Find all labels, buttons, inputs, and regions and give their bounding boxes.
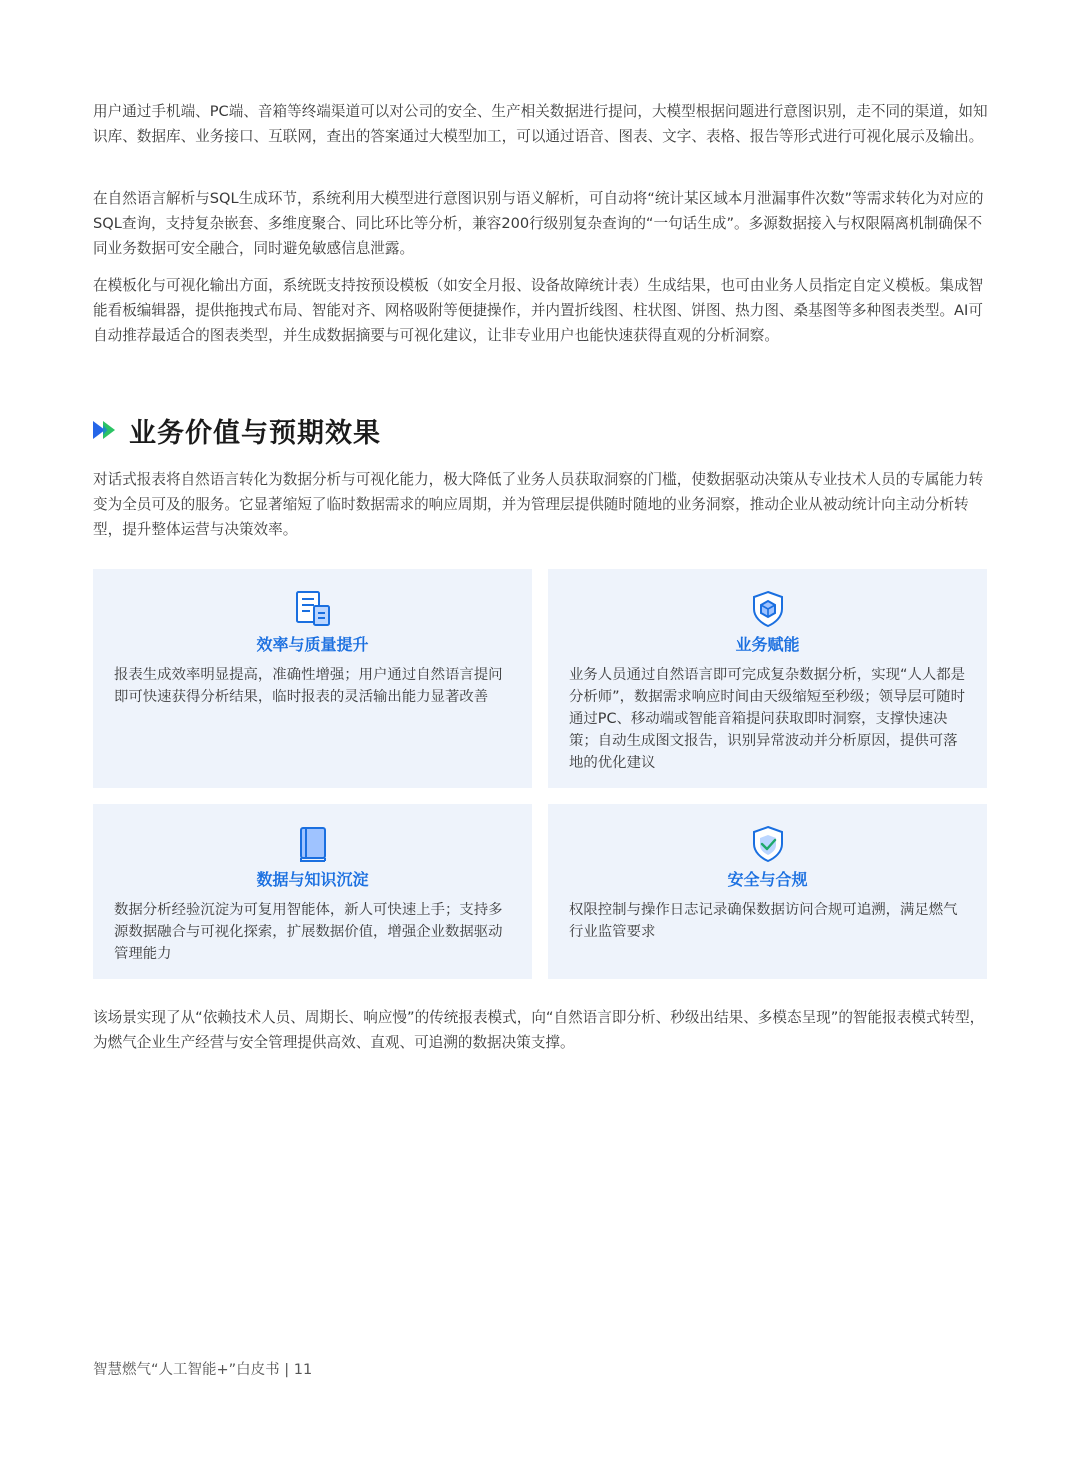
shield-check-icon: [747, 823, 789, 865]
value-card-security: [548, 804, 987, 979]
value-card-business: [548, 569, 987, 788]
card-title: 安全与合规: [727, 870, 808, 889]
value-card-knowledge: [93, 804, 532, 979]
card-text: 业务人员通过自然语言即可完成复杂数据分析，实现“人人都是分析师”，数据需求响应时间由天级缩短至秒级；领导层可随时通过PC、移动端或智能音箱提问获取即时洞察，支撑快速决策；自动生成图文报告，识别异常波动并分析原因，提供可落地的优化建议: [569, 667, 966, 771]
value-card-efficiency: [93, 569, 532, 788]
document-report-icon: [292, 588, 334, 630]
conclusion-paragraph: 该场景实现了从“依赖技术人员、周期长、响应慢”的传统报表模式，向“自然语言即分析、秒级出结果、多模态呈现”的智能报表模式转型，为燃气企业生产经营与安全管理提供高效、直观、可追溯的数据决策支撑。: [93, 1009, 985, 1051]
body-paragraph-1: 用户通过手机端、PC端、音箱等终端渠道可以对公司的安全、生产相关数据进行提问，大模型根据问题进行意图识别，走不同的渠道，如知识库、数据库、业务接口、互联网，查出的答案通过大模型加工，可以通过语音、图表、文字、表格、报告等形式进行可视化展示及输出。: [93, 103, 988, 145]
section-title: 业务价值与预期效果: [129, 417, 381, 449]
body-paragraph-2: 在自然语言解析与SQL生成环节，系统利用大模型进行意图识别与语义解析，可自动将“统计某区域本月泄漏事件次数”等需求转化为对应的SQL查询，支持复杂嵌套、多维度聚合、同比环比等分析，兼容200行级别复杂查询的“一句话生成”。多源数据接入与权限隔离机制确保不同业务数据可安全融合，同时避免敏感信息泄露。: [93, 190, 984, 257]
card-text: 权限控制与操作日志记录确保数据访问合规可追溯，满足燃气行业监管要求: [569, 902, 958, 940]
section-heading: [93, 408, 381, 452]
body-paragraph-3: 在模板化与可视化输出方面，系统既支持按预设模板（如安全月报、设备故障统计表）生成结果，也可由业务人员指定自定义模板。集成智能看板编辑器，提供拖拽式布局、智能对齐、网格吸附等便捷操作，并内置折线图、柱状图、饼图、热力图、桑基图等多种图表类型。AI可自动推荐最适合的图表类型，并生成数据摘要与可视化建议，让非专业用户也能快速获得直观的分析洞察。: [93, 277, 984, 344]
card-text: 报表生成效率明显提高，准确性增强；用户通过自然语言提问即可快速获得分析结果，临时报表的灵活输出能力显著改善: [114, 667, 503, 705]
page-footer: 智慧燃气“人工智能+”白皮书 | 11: [93, 1362, 313, 1378]
card-title: 业务赋能: [735, 635, 800, 654]
shield-hexagon-icon: [747, 588, 789, 630]
book-icon: [292, 823, 334, 865]
section-intro: 对话式报表将自然语言转化为数据分析与可视化能力，极大降低了业务人员获取洞察的门槛，使数据驱动决策从专业技术人员的专属能力转变为全员可及的服务。它显著缩短了临时数据需求的响应周期，并为管理层提供随时随地的业务洞察，推动企业从被动统计向主动分析转型，提升整体运营与决策效率。: [93, 471, 984, 538]
card-title: 数据与知识沉淀: [256, 870, 369, 889]
double-chevron-icon: [93, 419, 119, 441]
card-text: 数据分析经验沉淀为可复用智能体，新人可快速上手；支持多源数据融合与可视化探索，扩展数据价值，增强企业数据驱动管理能力: [114, 902, 503, 962]
card-title: 效率与质量提升: [256, 635, 369, 654]
